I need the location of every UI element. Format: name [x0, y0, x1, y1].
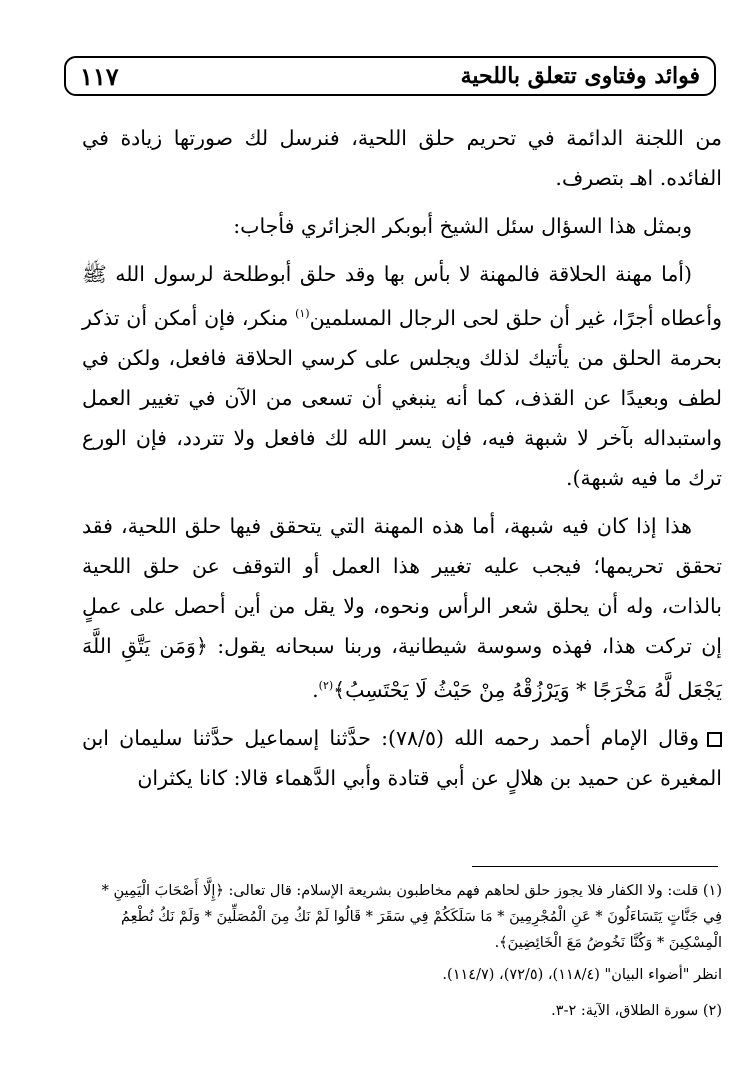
paragraph-4 [82, 506, 722, 710]
paragraph-5 [82, 718, 722, 798]
paragraph-3-part-2: منكر، فإن أمكن أن تذكر بحرمة الحلق من يأتيك لذلك ويجلس على كرسي الحلاقة فافعل، ولكن في لطف وبعيدًا عن القذف، كما أنه ينبغي أن تسعى من الآن في تغيير العمل واستبداله بآخر لا شبهة فيه، فإن يسر الله لك فافعل ولا تتردد، فإن الورع ترك ما فيه شبهة). [82, 305, 722, 490]
header-title: فوائد وفتاوى تتعلق باللحية [460, 63, 700, 89]
paragraph-4-part-1: هذا إذا كان فيه شبهة، أما هذه المهنة التي يتحقق فيها حلق اللحية، فقد تحقق تحريمها؛ فيجب عليه تغيير هذا العمل أو التوقف عن حلق اللحية بالذات، وله أن يحلق شعر الرأس ونحوه، ولا يقل من أين أحصل على عملٍ إن تركت هذا، فهذه وسوسة شيطانية، وربنا سبحانه يقول: ﴿وَمَن يَتَّقِ اللَّهَ يَجْعَل لَّهُ مَخْرَجًا * وَيَرْزُقْهُ مِنْ حَيْثُ لَا يَحْتَسِبُ﴾ [82, 513, 722, 702]
footnote-divider [472, 866, 718, 867]
footnote-ref-1: (١) [295, 307, 310, 320]
main-text [82, 118, 722, 802]
paragraph-5-text: وقال الإمام أحمد رحمه الله (٧٨/٥): حدَّثنا إسماعيل حدَّثنا سليمان ابن المغيرة عن حميد بن هلالٍ عن أبي قتادة وأبي الدَّهماء قالا: كانا يكثران [82, 725, 722, 790]
running-header [64, 56, 716, 96]
square-bullet-icon [707, 732, 722, 747]
paragraph-3-part-1: (أما مهنة الحلاقة فالمهنة لا بأس بها وقد حلق أبوطلحة لرسول الله ﷺ وأعطاه أجرًا، غير أن حلق لحى الرجال المسلمين [82, 262, 722, 330]
footnote-2: (٢) سورة الطلاق، الآية: ٢-٣. [551, 1003, 722, 1019]
footnotes [82, 878, 722, 1030]
paragraph-4-part-2: . [312, 677, 319, 702]
paragraph-1: من اللجنة الدائمة في تحريم حلق اللحية، فنرسل لك صورتها زيادة في الفائده. اهـ بتصرف. [82, 126, 722, 190]
footnote-ref-2: (٢) [318, 678, 334, 692]
page-number: ١١٧ [80, 61, 119, 91]
footnote-1: (١) قلت: ولا الكفار فلا يجوز حلق لحاهم فهم مخاطبون بشريعة الإسلام: قال تعالى: ﴿إِلَّا أَصْحَابَ الْيَمِينِ * فِي جَنَّاتٍ يَتَسَاءَلُونَ * عَنِ الْمُجْرِمِينَ * مَا سَلَكَكُمْ فِي سَقَرَ * قَالُوا لَمْ نَكُ مِنَ الْمُصَلِّينَ * وَلَمْ نَكُ نُطْعِمُ الْمِسْكِينَ * وَكُنَّا نَخُوضُ مَعَ الْخَائِضِينَ﴾. [101, 883, 722, 951]
footnote-1-reference: انظر "أضواء البيان" (١١٨/٤)، (٧٢/٥)، (١١٤/٧). [442, 967, 722, 983]
paragraph-2: وبمثل هذا السؤال سئل الشيخ أبوبكر الجزائري فأجاب: [233, 214, 692, 238]
paragraph-3 [82, 254, 722, 498]
